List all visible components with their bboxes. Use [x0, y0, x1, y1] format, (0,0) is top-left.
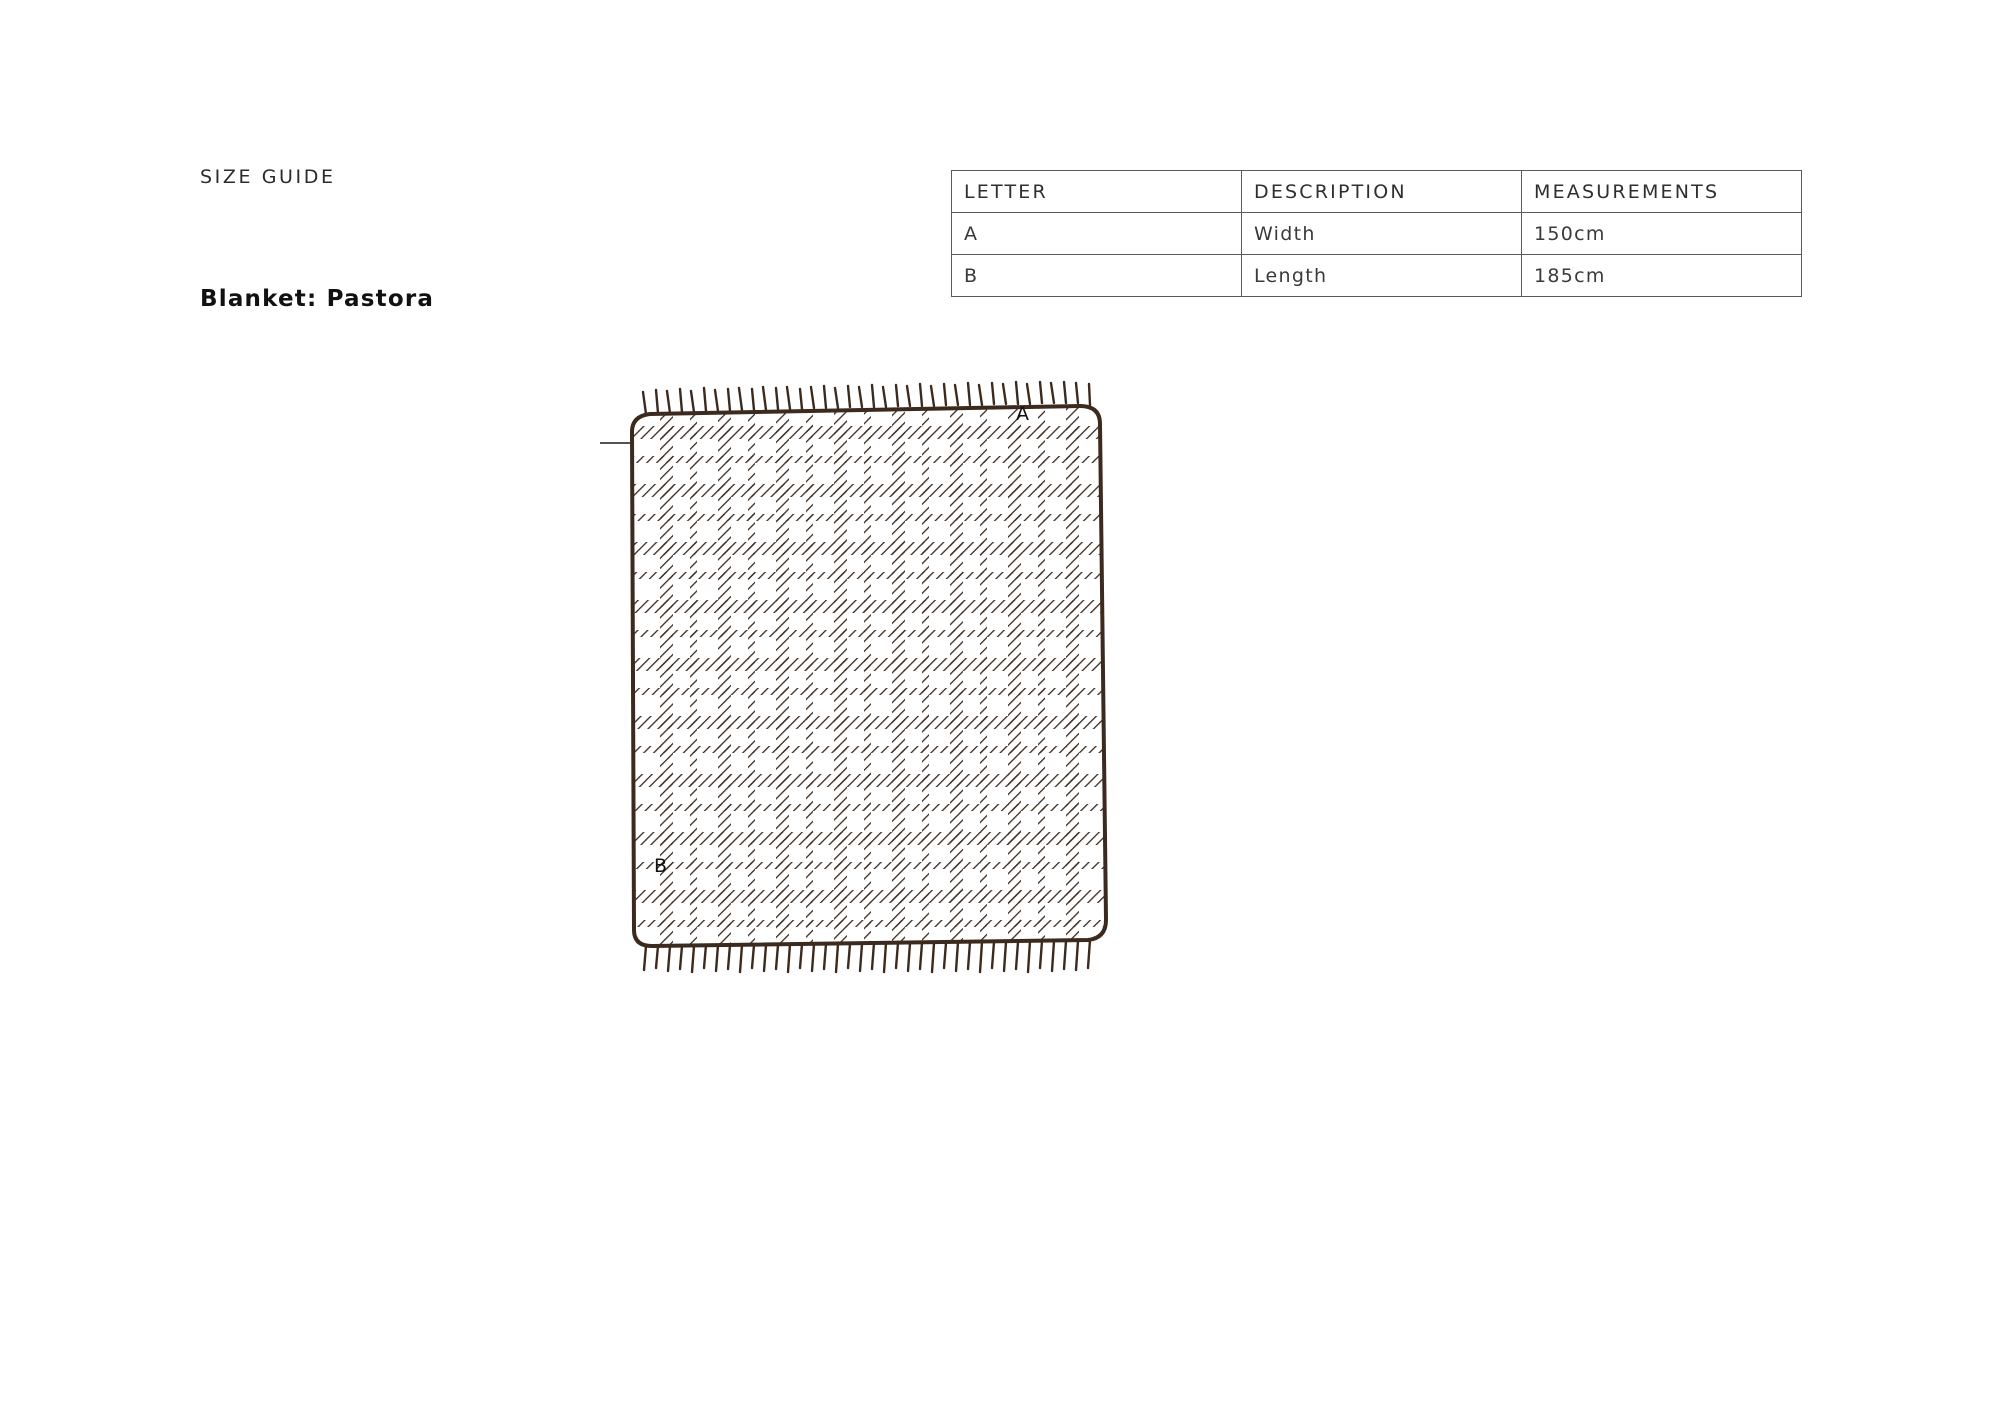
- blanket-body: [620, 382, 1120, 972]
- cell-description: Length: [1242, 255, 1522, 297]
- cell-letter: B: [952, 255, 1242, 297]
- dimension-label-b: B: [654, 855, 668, 877]
- column-header-letter: LETTER: [952, 171, 1242, 213]
- cell-measurement: 185cm: [1522, 255, 1802, 297]
- cell-measurement: 150cm: [1522, 213, 1802, 255]
- page-eyebrow: SIZE GUIDE: [200, 166, 336, 188]
- cell-description: Width: [1242, 213, 1522, 255]
- table-row: [952, 213, 1802, 255]
- blanket-illustration: [600, 380, 1600, 1280]
- measurements-table: [951, 170, 1802, 297]
- column-header-measurements: MEASUREMENTS: [1522, 171, 1802, 213]
- plaid-pattern: [620, 395, 1120, 955]
- dimension-label-a: A: [1016, 403, 1030, 425]
- table-header-row: [952, 171, 1802, 213]
- column-header-description: DESCRIPTION: [1242, 171, 1522, 213]
- page-title: Blanket: Pastora: [200, 286, 435, 312]
- table-row: [952, 255, 1802, 297]
- blanket-diagram: [600, 380, 1600, 1280]
- cell-letter: A: [952, 213, 1242, 255]
